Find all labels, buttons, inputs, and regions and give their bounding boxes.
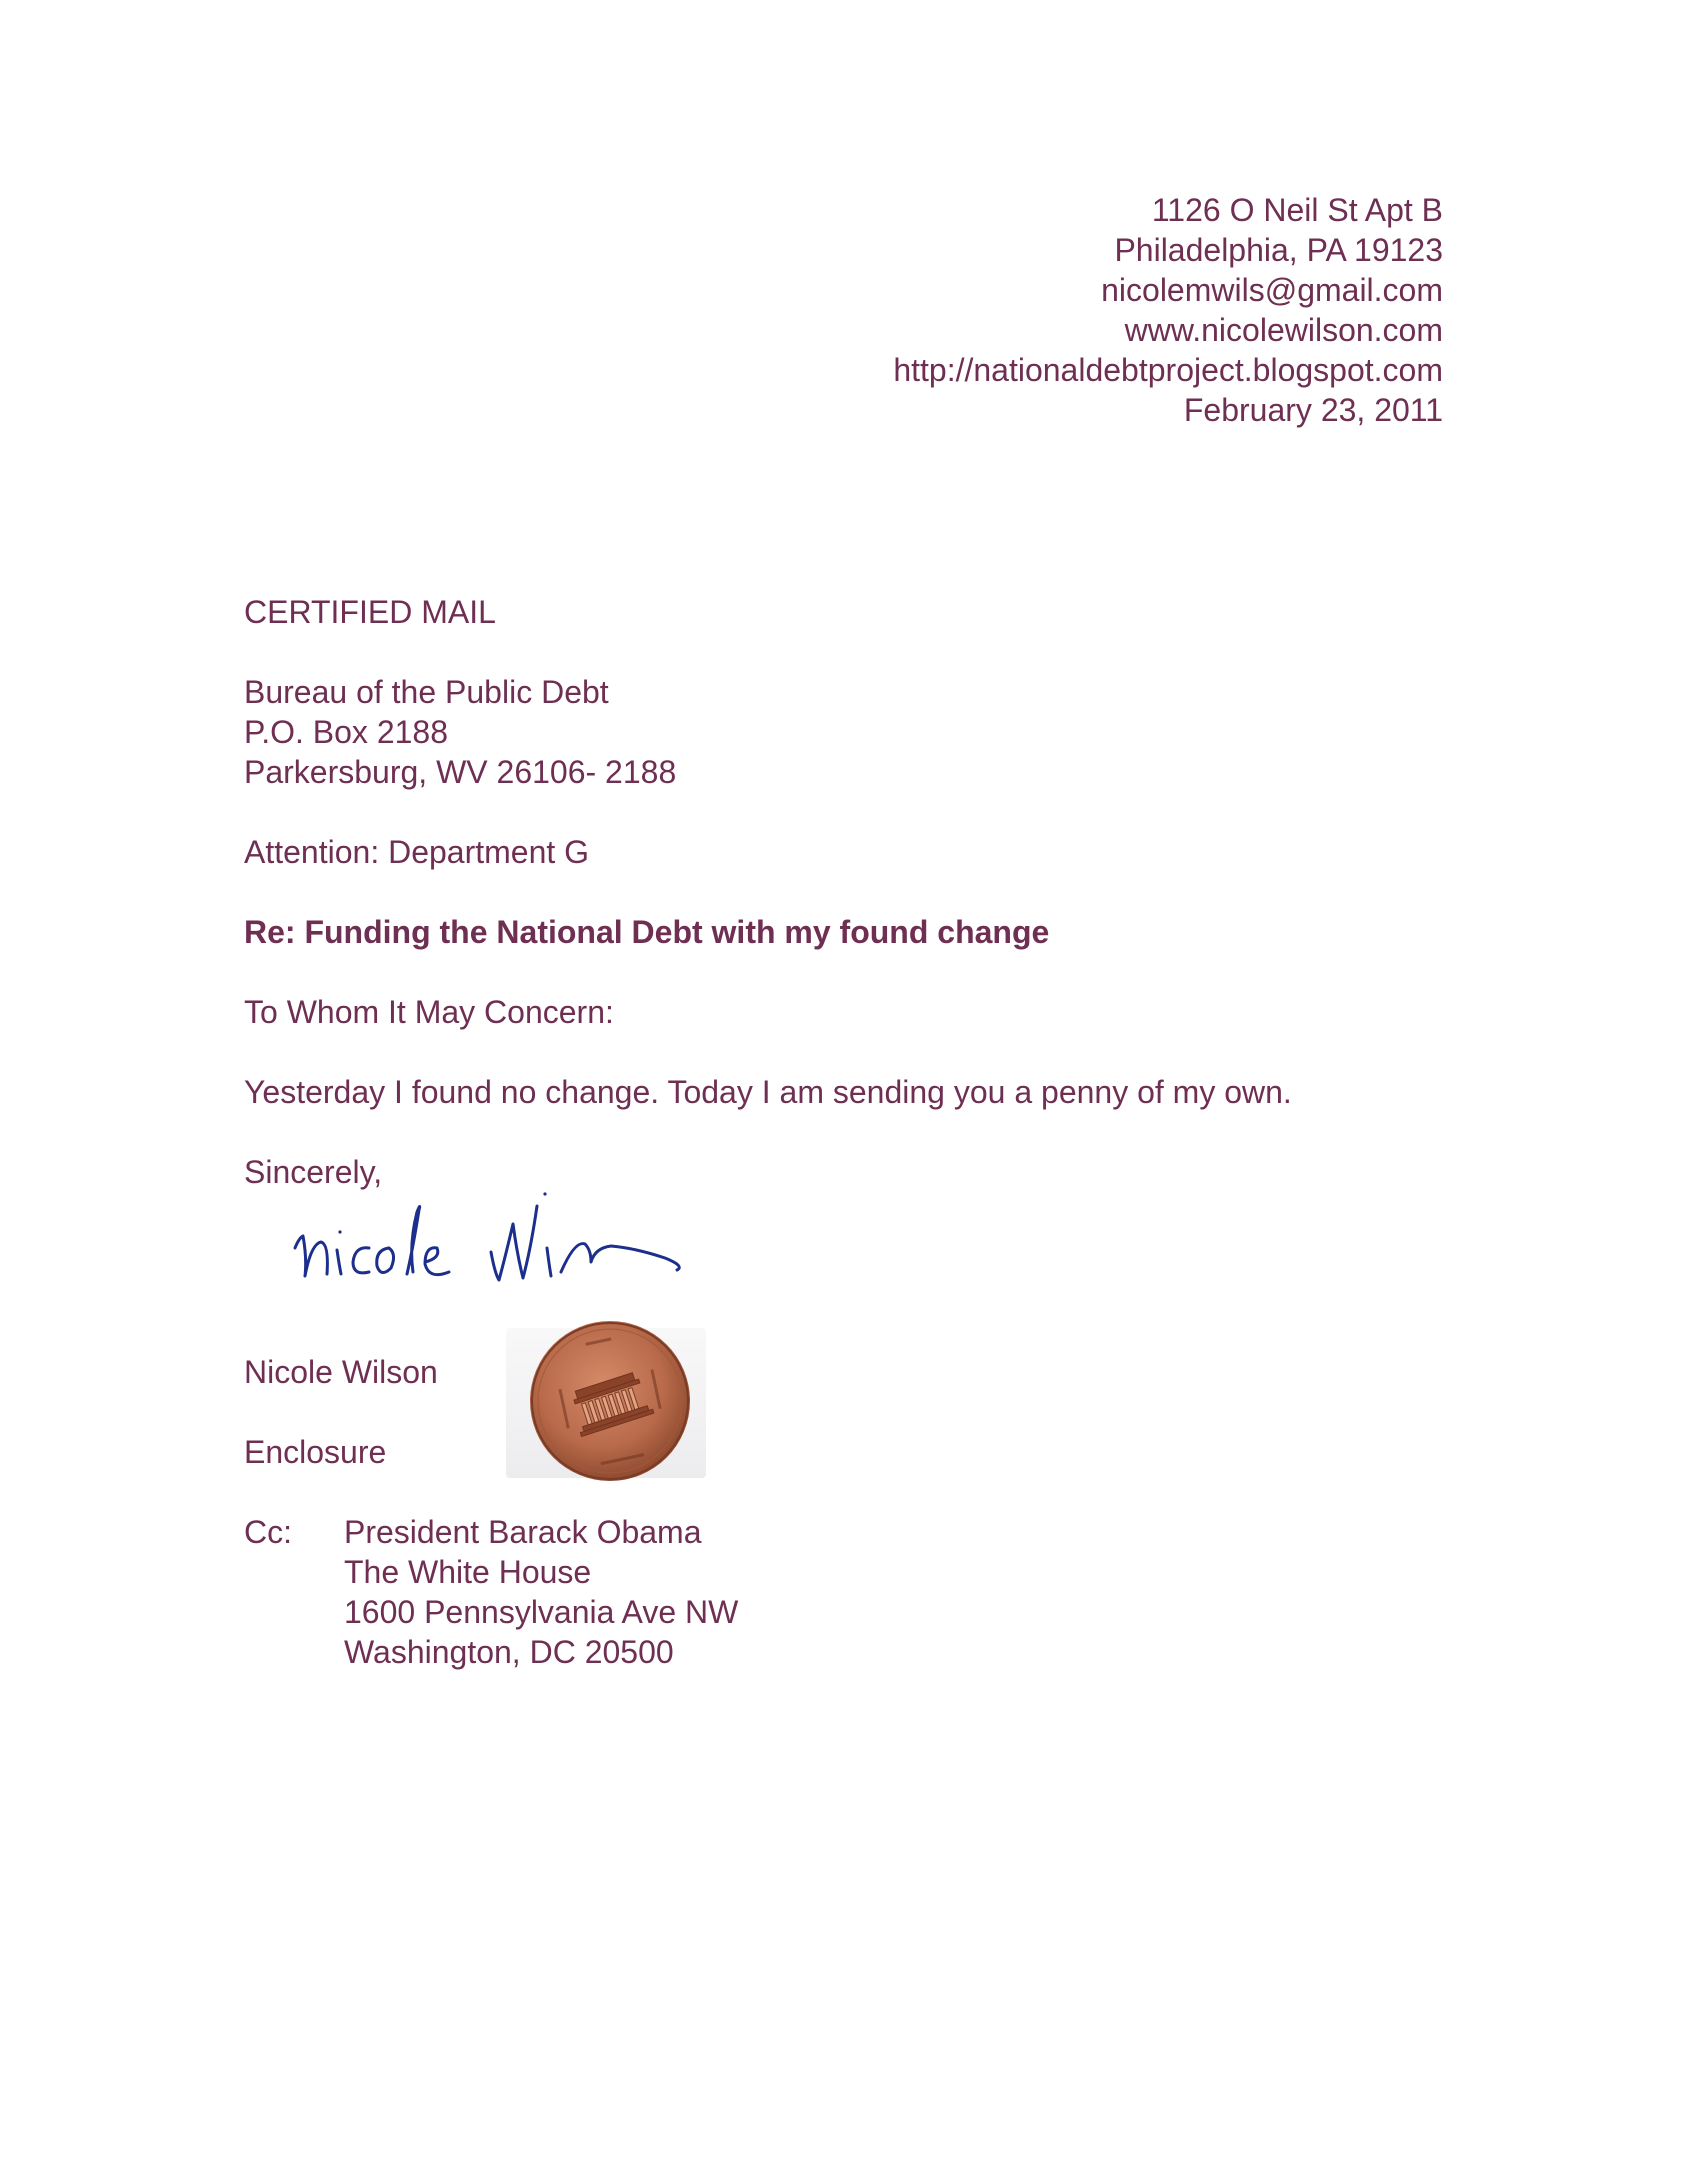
- recipient-po-box: P.O. Box 2188: [244, 714, 448, 750]
- body-paragraph: Yesterday I found no change. Today I am sending you a penny of my own.: [244, 1074, 1292, 1110]
- cc-org: The White House: [344, 1554, 592, 1590]
- sender-street: 1126 O Neil St Apt B: [1151, 192, 1443, 228]
- recipient-address-block: [244, 672, 676, 792]
- handwritten-signature: [285, 1188, 805, 1300]
- cc-name: President Barack Obama: [344, 1514, 702, 1550]
- subject-line: Re: Funding the National Debt with my found change: [244, 914, 1050, 950]
- signer-name: Nicole Wilson: [244, 1354, 438, 1390]
- recipient-city: Parkersburg, WV 26106- 2188: [244, 754, 677, 790]
- taped-penny: [506, 1318, 706, 1483]
- sender-website: www.nicolewilson.com: [1124, 312, 1443, 348]
- sender-address-block: [893, 190, 1443, 430]
- enclosure-note: Enclosure: [244, 1434, 387, 1470]
- cc-address-block: [344, 1512, 738, 1672]
- sender-email: nicolemwils@gmail.com: [1101, 272, 1443, 308]
- attention-line: Attention: Department G: [244, 834, 590, 870]
- sender-blog: http://nationaldebtproject.blogspot.com: [893, 352, 1443, 388]
- letter-date: February 23, 2011: [1183, 392, 1443, 428]
- sender-city: Philadelphia, PA 19123: [1114, 232, 1443, 268]
- cc-street: 1600 Pennsylvania Ave NW: [344, 1594, 739, 1630]
- recipient-name: Bureau of the Public Debt: [244, 674, 609, 710]
- mail-type: CERTIFIED MAIL: [244, 594, 496, 630]
- closing: Sincerely,: [244, 1154, 383, 1190]
- cc-city: Washington, DC 20500: [344, 1634, 674, 1670]
- cc-label: Cc:: [244, 1514, 292, 1550]
- penny-coin-icon: [528, 1319, 692, 1483]
- salutation: To Whom It May Concern:: [244, 994, 614, 1030]
